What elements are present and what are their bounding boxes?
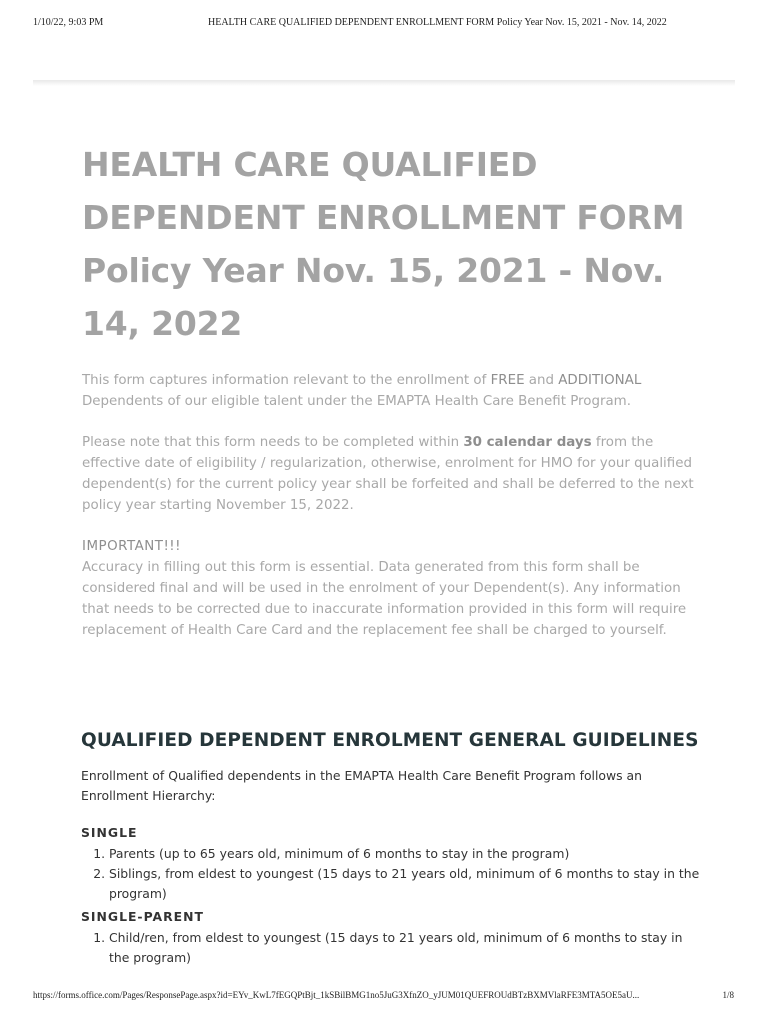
print-title: HEALTH CARE QUALIFIED DEPENDENT ENROLLMENT FORM Policy Year Nov. 15, 2021 - Nov. 14, 2022 xyxy=(208,17,667,28)
form-title-line: HEALTH CARE QUALIFIED xyxy=(82,145,538,184)
deadline-emphasis: 30 calendar days xyxy=(463,435,592,450)
text-span: This form captures information relevant to the enrollment of xyxy=(82,373,491,388)
additional-emphasis: ADDITIONAL xyxy=(558,373,642,388)
single-parent-list xyxy=(81,928,701,968)
important-notice xyxy=(82,536,702,641)
description-paragraph xyxy=(82,432,702,516)
form-header xyxy=(82,138,702,661)
print-footer xyxy=(33,990,734,1004)
list-item: 2. Siblings, from eldest to youngest (15 days to 21 years old, minimum of 6 months to stay in the program) xyxy=(109,864,701,904)
form-top-shadow xyxy=(33,80,735,86)
form-title-line: DEPENDENT ENROLLMENT FORM xyxy=(82,198,685,237)
print-header xyxy=(33,17,734,31)
form-title xyxy=(82,138,702,350)
form-title-line: 14, 2022 xyxy=(82,304,243,343)
group-heading-single-parent: SINGLE-PARENT xyxy=(81,909,204,924)
text-span: Please note that this form needs to be completed within xyxy=(82,435,464,450)
list-item: 1. Child/ren, from eldest to youngest (15 days to 21 years old, minimum of 6 months to stay in the program) xyxy=(109,928,701,968)
text-span: from the effective date of eligibility / regularization, otherwise, enrolment for HMO for your qualified dependent(s) for the current policy year shall be forfeited and shall be deferred to the next policy year starting November 15, 2022. xyxy=(82,435,694,513)
group-heading-single: SINGLE xyxy=(81,825,138,840)
page-number: 1/8 xyxy=(722,990,734,1000)
form-title-line: Policy Year Nov. 15, 2021 - Nov. xyxy=(82,251,665,290)
free-emphasis: FREE xyxy=(490,373,525,388)
section-intro: Enrollment of Qualified dependents in the EMAPTA Health Care Benefit Program follows an Enrollment Hierarchy: xyxy=(81,768,642,803)
single-list xyxy=(81,844,701,904)
section-title: QUALIFIED DEPENDENT ENROLMENT GENERAL GUIDELINES xyxy=(81,730,699,751)
print-datetime: 1/10/22, 9:03 PM xyxy=(33,17,104,28)
description-paragraph xyxy=(82,370,702,412)
list-item: 1. Parents (up to 65 years old, minimum of 6 months to stay in the program) xyxy=(109,844,701,864)
print-url: https://forms.office.com/Pages/ResponsePage.aspx?id=EYv_KwL7fEGQPtBjt_1kSBilBMG1no5JuG3XfnZO_yJUM01QUEFROUdBTzBXMVlaRFE3MTA5OE5aU... xyxy=(33,990,640,1000)
important-heading: IMPORTANT!!! xyxy=(82,539,182,554)
text-span: Dependents of our eligible talent under the EMAPTA Health Care Benefit Program. xyxy=(82,394,631,409)
form-description xyxy=(82,370,702,641)
guidelines-section xyxy=(81,726,701,968)
important-text: Accuracy in filling out this form is essential. Data generated from this form shall be considered final and will be used in the enrolment of your Dependent(s). Any information that needs to be corrected due to inaccurate information provided in this form will require replacement of Health Care Card and the replacement fee shall be charged to yourself. xyxy=(82,560,687,638)
text-span: and xyxy=(524,373,559,388)
